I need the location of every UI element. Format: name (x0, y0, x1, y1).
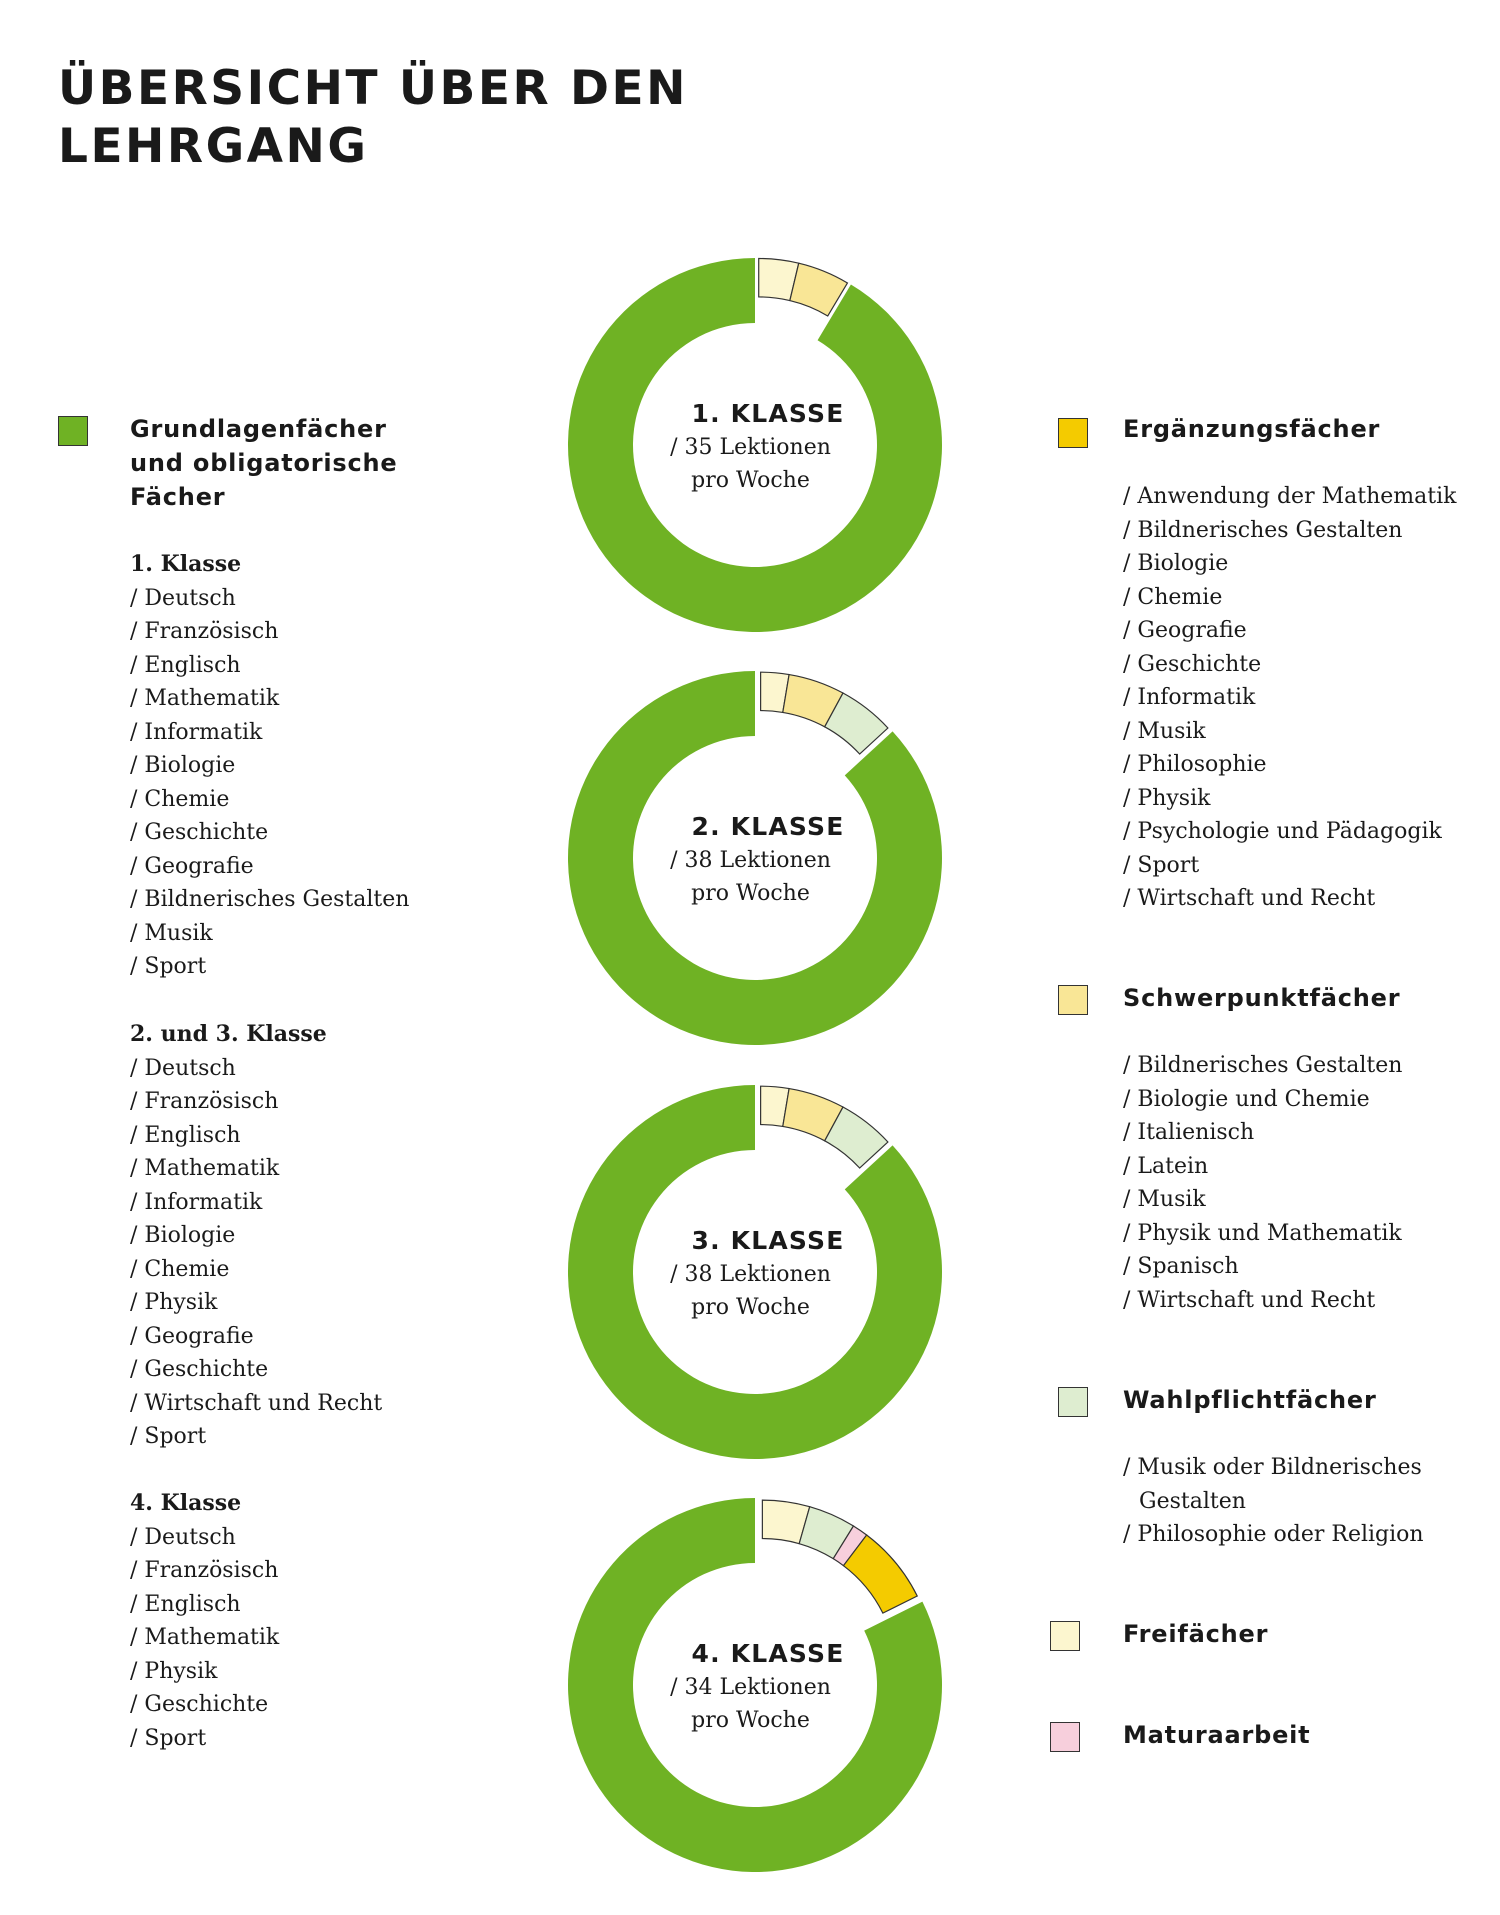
subject-item: / Informatik (130, 1189, 263, 1215)
subject-item: / Geschichte (130, 820, 269, 845)
subject-item: / Philosophie (1123, 752, 1267, 777)
legend-heading-line: und obligatorische (130, 449, 398, 477)
subject-item: / Deutsch (130, 1055, 236, 1081)
subject-item: / Mathematik (130, 1625, 280, 1650)
subject-item: / Spanisch (1123, 1254, 1239, 1279)
subject-item: / Biologie (130, 1223, 236, 1248)
subject-item: / Italienisch (1123, 1120, 1255, 1145)
subject-item: / Musik (1123, 718, 1206, 744)
subject-item: / Biologie und Chemie (1123, 1086, 1370, 1112)
donut-sublabel: pro Woche (691, 1708, 810, 1733)
subject-item: / Geschichte (130, 1357, 269, 1382)
subject-group-heading: 1. Klasse (130, 551, 242, 577)
donut-title: 1. KLASSE (691, 399, 845, 428)
page-title-line: LEHRGANG (58, 119, 369, 174)
donut-sublabel: / 35 Lektionen (670, 435, 831, 460)
subject-item: / Chemie (130, 786, 230, 812)
subject-item: / Französisch (130, 1089, 279, 1114)
legend-heading-frei: Freifächer (1123, 1620, 1269, 1648)
donut-label-klasse-3 (603, 1224, 903, 1324)
legend-heading-matura: Maturaarbeit (1123, 1721, 1311, 1749)
page-title-line: ÜBERSICHT ÜBER DEN (58, 61, 688, 116)
subject-item: / Englisch (130, 652, 241, 678)
donut-label-klasse-2 (603, 810, 903, 910)
donut-title: 4. KLASSE (691, 1639, 845, 1668)
donut-sublabel: pro Woche (691, 881, 810, 906)
subject-item: / Bildnerisches Gestalten (130, 887, 410, 912)
subject-item: / Sport (1123, 852, 1200, 878)
legend-heading-schwerpunkt: Schwerpunktfächer (1123, 984, 1401, 1012)
subject-item: / Musik (130, 920, 213, 946)
subject-item: / Deutsch (130, 1524, 236, 1550)
subject-item: / Physik (130, 1658, 218, 1684)
subject-item: / Biologie (1123, 551, 1229, 576)
subject-item: / Sport (130, 1725, 207, 1751)
subject-item: / Musik oder Bildnerisches (1123, 1455, 1422, 1480)
legend-heading-wahlpflicht: Wahlpflichtfächer (1123, 1386, 1377, 1414)
subject-item: / Geografie (1123, 618, 1247, 643)
subject-item: / Französisch (130, 619, 279, 644)
subject-item: / Sport (130, 954, 207, 979)
donut-sublabel: / 38 Lektionen (670, 848, 831, 873)
subject-item: / Chemie (1123, 584, 1223, 610)
subject-item: / Mathematik (130, 686, 280, 711)
subject-item: Gestalten (1139, 1488, 1246, 1514)
legend-heading-line: Fächer (130, 483, 226, 511)
subject-item: / Mathematik (130, 1156, 280, 1181)
subject-item: / Bildnerisches Gestalten (1123, 517, 1403, 543)
subject-item: / Physik (1123, 785, 1211, 811)
donut-sublabel: pro Woche (691, 1295, 810, 1320)
subject-item: / Philosophie oder Religion (1123, 1522, 1424, 1547)
donut-sublabel: pro Woche (691, 468, 810, 493)
donut-title: 2. KLASSE (691, 812, 845, 841)
subject-item: / Sport (130, 1424, 207, 1449)
subject-item: / Geografie (130, 1323, 254, 1349)
subject-item: / Physik (130, 1290, 218, 1315)
donut-title: 3. KLASSE (691, 1226, 845, 1255)
subject-item: / Wirtschaft und Recht (130, 1390, 383, 1416)
legend-heading-ergaenzung: Ergänzungsfächer (1123, 415, 1381, 443)
subject-item: / Latein (1123, 1153, 1209, 1179)
donut-label-klasse-4 (603, 1637, 903, 1737)
donut-sublabel: / 38 Lektionen (670, 1262, 831, 1287)
subject-item: / Deutsch (130, 585, 236, 611)
subject-item: / Musik (1123, 1187, 1206, 1212)
subject-item: / Geschichte (130, 1692, 269, 1717)
subject-item: / Wirtschaft und Recht (1123, 1287, 1376, 1313)
subject-item: / Bildnerisches Gestalten (1123, 1053, 1403, 1078)
subject-item: / Anwendung der Mathematik (1123, 484, 1457, 509)
subject-item: / Englisch (130, 1591, 241, 1617)
subject-group-heading: 2. und 3. Klasse (130, 1021, 327, 1047)
subject-item: / Französisch (130, 1558, 279, 1583)
subject-item: / Geschichte (1123, 651, 1262, 677)
subject-item: / Chemie (130, 1256, 230, 1282)
subject-item: / Physik und Mathematik (1123, 1220, 1402, 1246)
donut-sublabel: / 34 Lektionen (670, 1675, 831, 1700)
subject-item: / Wirtschaft und Recht (1123, 886, 1376, 911)
legend-heading-line: Grundlagenfächer (130, 415, 387, 443)
subject-item: / Psychologie und Pädagogik (1123, 819, 1442, 844)
subject-item: / Biologie (130, 753, 236, 778)
subject-item: / Informatik (130, 719, 263, 745)
subject-item: / Englisch (130, 1122, 241, 1148)
subject-item: / Informatik (1123, 685, 1256, 710)
subject-group-heading: 4. Klasse (130, 1490, 242, 1516)
donut-label-klasse-1 (603, 397, 903, 497)
subject-item: / Geografie (130, 853, 254, 879)
